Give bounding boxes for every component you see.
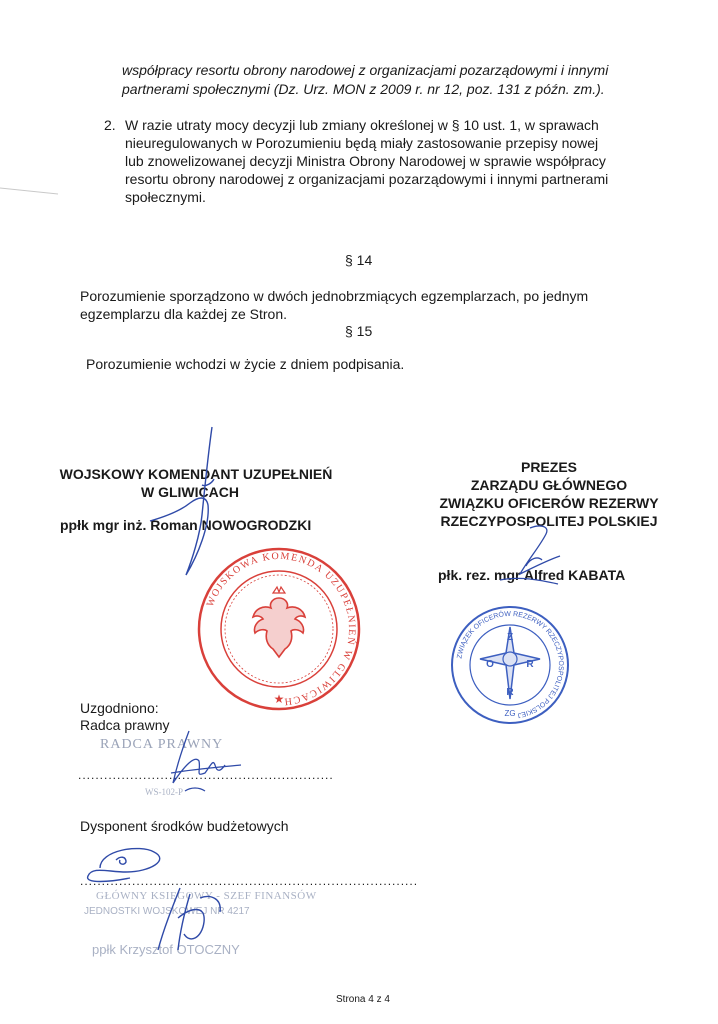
intro-line-1: współpracy resortu obrony narodowej z organizacjami pozarządowymi i innymi (122, 62, 609, 78)
budget-stamp-line-3: ppłk Krzysztof OTOCZNY (92, 942, 240, 957)
section-15-text: Porozumienie wchodzi w życie z dniem podpisania. (86, 356, 405, 372)
right-stamp-letter-top: Z (506, 632, 514, 643)
left-title-line-2: W GLIWICACH (141, 484, 239, 500)
right-stamp-letter-right: R (526, 659, 534, 670)
budget-dots: .............................................................................. (80, 874, 419, 888)
item2-number: 2. (104, 117, 116, 133)
item2-line-5: społecznymi. (125, 189, 206, 205)
item2-line-3: lub znowelizowanej decyzji Ministra Obrony Narodowej w sprawie współpracy (125, 153, 606, 169)
section-14-heading: § 14 (345, 252, 373, 268)
intro-line-2: partnerami społecznymi (Dz. Urz. MON z 2009 r. nr 12, poz. 131 z późn. zm.). (122, 81, 605, 97)
section-14-line-2: egzemplarzu dla każdej ze Stron. (80, 306, 287, 322)
section-14-line-1: Porozumienie sporządzono w dwóch jednobrzmiących egzemplarzach, po jednym (80, 288, 589, 304)
scan-mark (0, 180, 60, 200)
agreed-label: Uzgodniono: (80, 700, 159, 716)
budget-signature (80, 838, 419, 968)
right-title-line-3: ZWIĄZKU OFICERÓW REZERWY (439, 495, 659, 511)
legal-counsel-stamp: RADCA PRAWNY (100, 737, 224, 752)
right-title-line-1: PREZES (520, 459, 577, 475)
left-official-stamp (193, 543, 365, 715)
right-stamp-bottom: ZG (504, 709, 516, 718)
budget-stamp-line-2: JEDNOSTKI WOJSKOWEJ NR 4217 (84, 906, 250, 917)
right-stamp-letter-left: O (486, 659, 494, 670)
right-official-stamp (448, 603, 572, 727)
right-title-line-2: ZARZĄDU GŁÓWNEGO (470, 477, 628, 493)
item2-line-1: W razie utraty mocy decyzji lub zmiany określonej w § 10 ust. 1, w sprawach (125, 117, 599, 133)
right-title-line-4: RZECZYPOSPOLITEJ POLSKIEJ (440, 513, 658, 529)
legal-counsel-label: Radca prawny (80, 717, 170, 733)
legal-counsel-signature (165, 725, 255, 800)
svg-text:★: ★ (273, 692, 285, 706)
budget-holder-label: Dysponent środków budżetowych (80, 818, 289, 834)
item2-line-2: nieuregulowanych w Porozumieniu będą miały zastosowanie przepisy nowej (125, 135, 599, 151)
right-stamp-letter-bottom: R (506, 687, 514, 698)
left-title-line-1: WOJSKOWY KOMENDANT UZUPEŁNIEŃ (59, 466, 333, 482)
legal-counsel-stamp-number: WS-102-P (145, 787, 183, 797)
section-15-heading: § 15 (345, 323, 373, 339)
right-signature (490, 520, 590, 600)
budget-stamp-line-1: GŁÓWNY KSIĘGOWY - SZEF FINANSÓW (96, 890, 317, 902)
left-name: ppłk mgr inż. Roman NOWOGRODZKI (60, 517, 312, 533)
right-stamp-text: ZWIĄZEK OFICERÓW REZERWY RZECZYPOSPOLITEJ POLSKIEJ (456, 610, 565, 719)
left-stamp-text: WOJSKOWA KOMENDA UZUPEŁNIEŃ W GLIWICACH (204, 550, 358, 707)
page-footer: Strona 4 z 4 (336, 994, 390, 1005)
right-name: płk. rez. mgr Alfred KABATA (438, 567, 626, 583)
item2-line-4: resortu obrony narodowej z organizacjami pozarządowymi i innymi partnerami (125, 171, 609, 187)
legal-counsel-dots: ........................................................... (78, 768, 334, 782)
